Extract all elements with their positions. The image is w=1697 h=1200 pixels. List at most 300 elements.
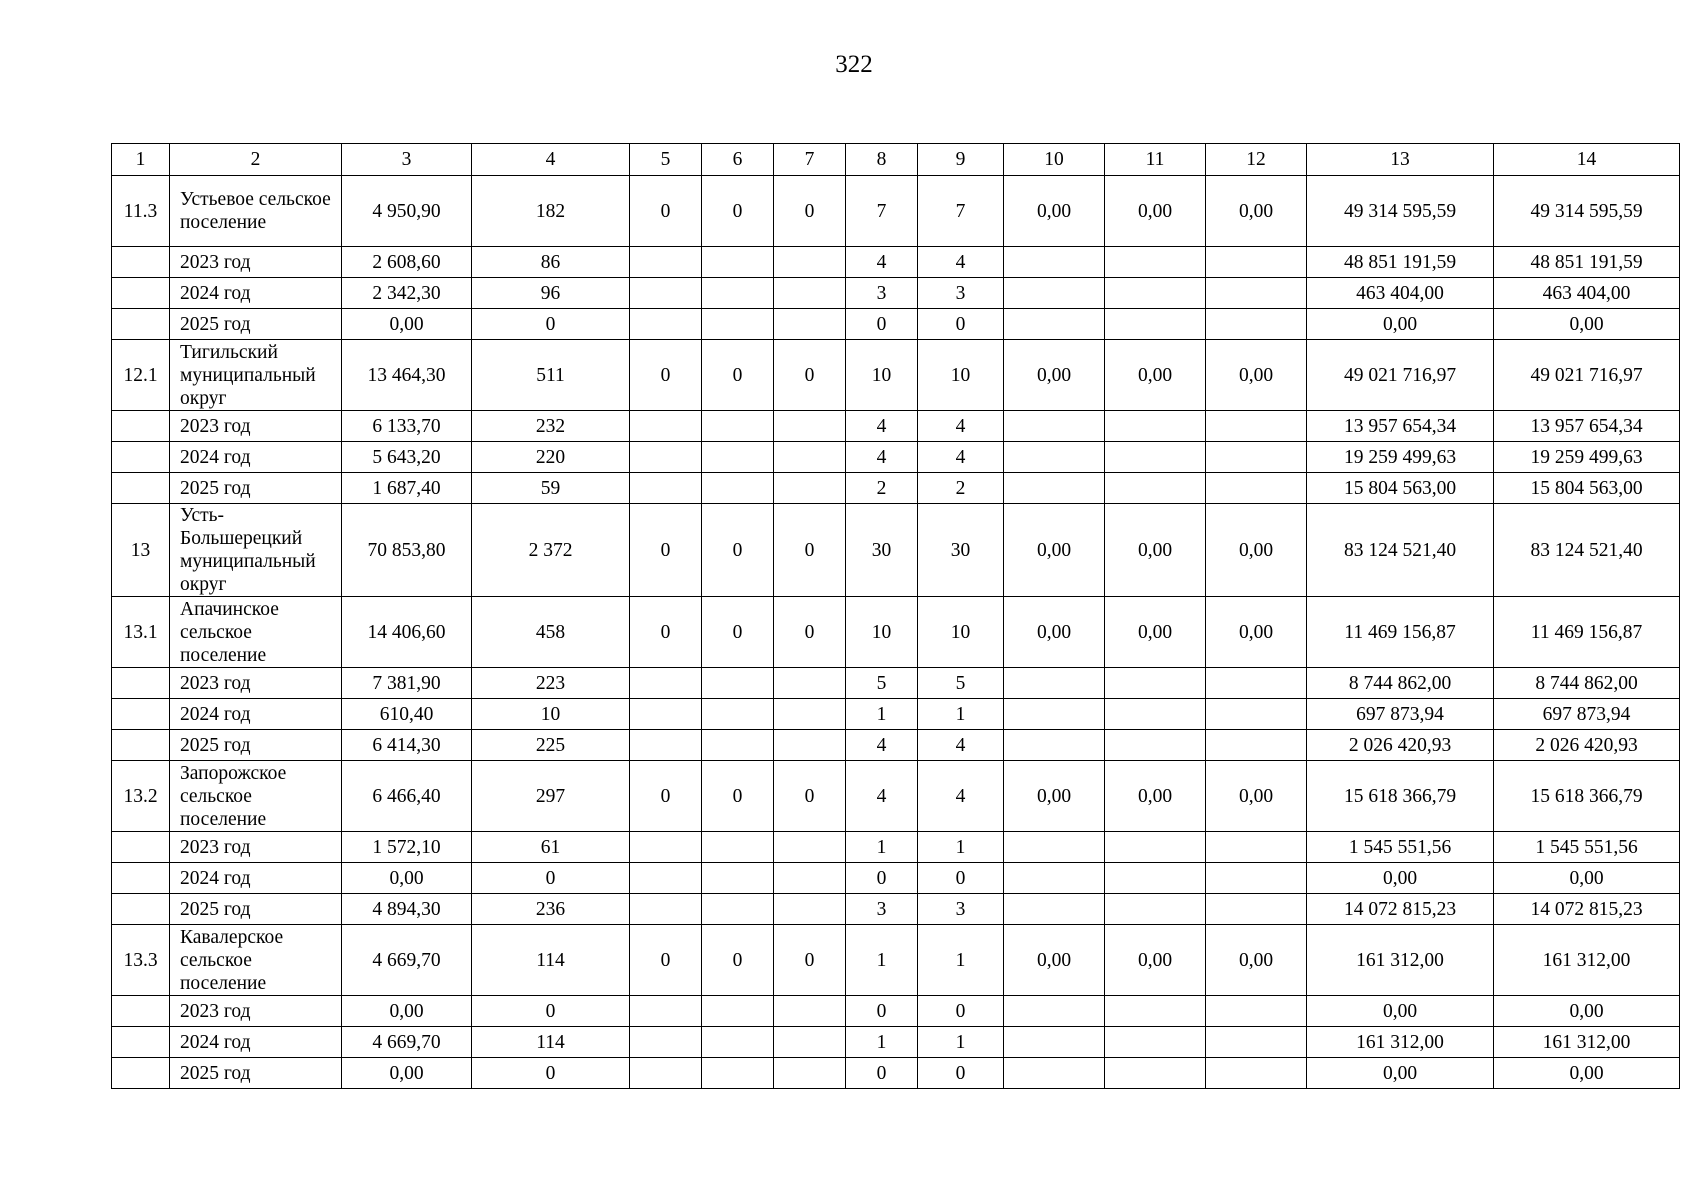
value-cell-col4: 114 [472,1027,630,1058]
value-cell-col13: 11 469 156,87 [1307,597,1494,668]
value-cell-col4: 0 [472,863,630,894]
value-cell-col3: 4 950,90 [342,176,472,247]
entity-row [112,597,1680,668]
year-row [112,996,1680,1027]
value-cell-col11 [1105,411,1206,442]
value-cell-col3: 2 608,60 [342,247,472,278]
value-cell-col10: 0,00 [1004,340,1105,411]
value-cell-col10 [1004,309,1105,340]
value-cell-col4: 96 [472,278,630,309]
value-cell-col9: 3 [918,278,1004,309]
value-cell-col14: 49 021 716,97 [1494,340,1680,411]
value-cell-col4: 61 [472,832,630,863]
year-row [112,832,1680,863]
row-number-cell [112,1027,170,1058]
row-number-cell [112,832,170,863]
value-cell-col9: 0 [918,309,1004,340]
value-cell-col8: 0 [846,1058,918,1089]
value-cell-col14: 83 124 521,40 [1494,504,1680,597]
year-row [112,1058,1680,1089]
value-cell-col7 [774,442,846,473]
value-cell-col7 [774,894,846,925]
value-cell-col14: 49 314 595,59 [1494,176,1680,247]
value-cell-col6 [702,894,774,925]
value-cell-col3: 4 894,30 [342,894,472,925]
value-cell-col10 [1004,730,1105,761]
value-cell-col13: 697 873,94 [1307,699,1494,730]
header-cell-5: 5 [630,144,702,176]
value-cell-col4: 2 372 [472,504,630,597]
value-cell-col6: 0 [702,176,774,247]
value-cell-col5 [630,1027,702,1058]
value-cell-col5 [630,442,702,473]
value-cell-col3: 1 572,10 [342,832,472,863]
value-cell-col8: 5 [846,668,918,699]
value-cell-col9: 4 [918,442,1004,473]
value-cell-col11 [1105,1058,1206,1089]
value-cell-col9: 0 [918,863,1004,894]
header-cell-2: 2 [170,144,342,176]
value-cell-col5 [630,863,702,894]
row-number-cell [112,863,170,894]
value-cell-col4: 220 [472,442,630,473]
value-cell-col5: 0 [630,597,702,668]
header-cell-14: 14 [1494,144,1680,176]
value-cell-col9: 10 [918,597,1004,668]
value-cell-col7: 0 [774,761,846,832]
value-cell-col6: 0 [702,925,774,996]
value-cell-col3: 6 133,70 [342,411,472,442]
header-cell-3: 3 [342,144,472,176]
year-row [112,442,1680,473]
header-row [112,144,1680,176]
value-cell-col12: 0,00 [1206,761,1307,832]
value-cell-col3: 6 414,30 [342,730,472,761]
value-cell-col5 [630,832,702,863]
value-cell-col4: 232 [472,411,630,442]
value-cell-col3: 1 687,40 [342,473,472,504]
value-cell-col11 [1105,442,1206,473]
value-cell-col12 [1206,730,1307,761]
row-number-cell: 11.3 [112,176,170,247]
value-cell-col3: 13 464,30 [342,340,472,411]
entity-row [112,925,1680,996]
year-row [112,411,1680,442]
value-cell-col11 [1105,473,1206,504]
value-cell-col4: 511 [472,340,630,411]
value-cell-col10 [1004,996,1105,1027]
value-cell-col11 [1105,309,1206,340]
value-cell-col13: 161 312,00 [1307,925,1494,996]
value-cell-col10: 0,00 [1004,597,1105,668]
value-cell-col6 [702,411,774,442]
value-cell-col5: 0 [630,504,702,597]
entity-row [112,176,1680,247]
value-cell-col9: 1 [918,832,1004,863]
value-cell-col12 [1206,699,1307,730]
value-cell-col7 [774,411,846,442]
value-cell-col8: 1 [846,699,918,730]
value-cell-col10: 0,00 [1004,761,1105,832]
value-cell-col8: 0 [846,863,918,894]
value-cell-col10 [1004,442,1105,473]
value-cell-col6 [702,996,774,1027]
value-cell-col8: 10 [846,597,918,668]
value-cell-col3: 0,00 [342,996,472,1027]
row-name-cell: Устьевое сельское поселение [170,176,342,247]
value-cell-col11: 0,00 [1105,597,1206,668]
value-cell-col8: 1 [846,832,918,863]
value-cell-col14: 15 804 563,00 [1494,473,1680,504]
year-row [112,247,1680,278]
value-cell-col14: 13 957 654,34 [1494,411,1680,442]
value-cell-col8: 4 [846,411,918,442]
row-number-cell: 12.1 [112,340,170,411]
value-cell-col13: 0,00 [1307,309,1494,340]
value-cell-col5 [630,730,702,761]
data-table [111,143,1680,1089]
value-cell-col9: 4 [918,411,1004,442]
value-cell-col5: 0 [630,925,702,996]
value-cell-col6: 0 [702,340,774,411]
value-cell-col13: 0,00 [1307,1058,1494,1089]
value-cell-col11 [1105,996,1206,1027]
header-cell-13: 13 [1307,144,1494,176]
value-cell-col8: 0 [846,309,918,340]
value-cell-col5 [630,278,702,309]
value-cell-col9: 1 [918,1027,1004,1058]
value-cell-col4: 10 [472,699,630,730]
row-number-cell: 13.2 [112,761,170,832]
value-cell-col11 [1105,894,1206,925]
value-cell-col14: 0,00 [1494,309,1680,340]
value-cell-col8: 4 [846,247,918,278]
value-cell-col6 [702,442,774,473]
value-cell-col3: 610,40 [342,699,472,730]
value-cell-col12 [1206,278,1307,309]
year-row [112,309,1680,340]
value-cell-col5 [630,668,702,699]
value-cell-col6 [702,309,774,340]
entity-row [112,761,1680,832]
value-cell-col14: 11 469 156,87 [1494,597,1680,668]
row-name-cell: 2023 год [170,247,342,278]
value-cell-col10 [1004,473,1105,504]
value-cell-col4: 223 [472,668,630,699]
entity-row [112,504,1680,597]
value-cell-col13: 463 404,00 [1307,278,1494,309]
header-cell-4: 4 [472,144,630,176]
row-number-cell [112,894,170,925]
value-cell-col9: 4 [918,730,1004,761]
value-cell-col7: 0 [774,504,846,597]
value-cell-col8: 3 [846,894,918,925]
row-name-cell: 2023 год [170,832,342,863]
row-name-cell: 2024 год [170,863,342,894]
value-cell-col13: 83 124 521,40 [1307,504,1494,597]
value-cell-col12 [1206,1027,1307,1058]
value-cell-col8: 1 [846,1027,918,1058]
row-name-cell: 2025 год [170,309,342,340]
value-cell-col10: 0,00 [1004,504,1105,597]
value-cell-col7 [774,278,846,309]
row-name-cell: 2024 год [170,699,342,730]
value-cell-col12 [1206,1058,1307,1089]
value-cell-col5: 0 [630,340,702,411]
value-cell-col3: 4 669,70 [342,925,472,996]
value-cell-col3: 5 643,20 [342,442,472,473]
value-cell-col13: 1 545 551,56 [1307,832,1494,863]
value-cell-col4: 114 [472,925,630,996]
value-cell-col12 [1206,863,1307,894]
year-row [112,278,1680,309]
value-cell-col14: 48 851 191,59 [1494,247,1680,278]
row-name-cell: 2025 год [170,730,342,761]
header-cell-8: 8 [846,144,918,176]
value-cell-col4: 297 [472,761,630,832]
value-cell-col7 [774,1027,846,1058]
row-number-cell [112,278,170,309]
value-cell-col7 [774,473,846,504]
value-cell-col9: 2 [918,473,1004,504]
value-cell-col8: 2 [846,473,918,504]
value-cell-col10 [1004,668,1105,699]
value-cell-col5 [630,894,702,925]
value-cell-col14: 14 072 815,23 [1494,894,1680,925]
row-name-cell: 2024 год [170,1027,342,1058]
value-cell-col4: 458 [472,597,630,668]
value-cell-col8: 10 [846,340,918,411]
value-cell-col13: 49 314 595,59 [1307,176,1494,247]
row-name-cell: 2023 год [170,411,342,442]
value-cell-col6 [702,668,774,699]
value-cell-col5: 0 [630,176,702,247]
value-cell-col11 [1105,1027,1206,1058]
value-cell-col6 [702,278,774,309]
row-name-cell: Тигильский муниципальный округ [170,340,342,411]
value-cell-col10 [1004,411,1105,442]
row-name-cell: 2023 год [170,668,342,699]
value-cell-col12: 0,00 [1206,597,1307,668]
value-cell-col9: 30 [918,504,1004,597]
value-cell-col9: 1 [918,925,1004,996]
value-cell-col12 [1206,996,1307,1027]
value-cell-col7 [774,668,846,699]
value-cell-col14: 697 873,94 [1494,699,1680,730]
value-cell-col7: 0 [774,176,846,247]
value-cell-col8: 30 [846,504,918,597]
value-cell-col3: 2 342,30 [342,278,472,309]
header-cell-12: 12 [1206,144,1307,176]
value-cell-col6 [702,832,774,863]
row-name-cell: 2025 год [170,473,342,504]
row-name-cell: Запорожское сельское поселение [170,761,342,832]
row-number-cell [112,442,170,473]
value-cell-col3: 0,00 [342,1058,472,1089]
value-cell-col9: 5 [918,668,1004,699]
value-cell-col8: 4 [846,761,918,832]
value-cell-col3: 14 406,60 [342,597,472,668]
header-cell-6: 6 [702,144,774,176]
row-number-cell [112,309,170,340]
value-cell-col5 [630,996,702,1027]
value-cell-col7: 0 [774,925,846,996]
row-number-cell [112,996,170,1027]
value-cell-col5 [630,699,702,730]
value-cell-col7 [774,832,846,863]
value-cell-col13: 161 312,00 [1307,1027,1494,1058]
year-row [112,730,1680,761]
value-cell-col7 [774,247,846,278]
value-cell-col7 [774,863,846,894]
value-cell-col12 [1206,668,1307,699]
row-name-cell: 2025 год [170,894,342,925]
value-cell-col3: 0,00 [342,863,472,894]
value-cell-col9: 7 [918,176,1004,247]
value-cell-col4: 225 [472,730,630,761]
value-cell-col14: 161 312,00 [1494,1027,1680,1058]
value-cell-col14: 8 744 862,00 [1494,668,1680,699]
row-name-cell: Усть-Большерецкий муниципальный округ [170,504,342,597]
value-cell-col8: 7 [846,176,918,247]
value-cell-col8: 1 [846,925,918,996]
value-cell-col11: 0,00 [1105,925,1206,996]
value-cell-col10 [1004,247,1105,278]
value-cell-col8: 4 [846,442,918,473]
value-cell-col9: 1 [918,699,1004,730]
value-cell-col13: 15 804 563,00 [1307,473,1494,504]
value-cell-col3: 4 669,70 [342,1027,472,1058]
value-cell-col4: 59 [472,473,630,504]
row-number-cell [112,1058,170,1089]
value-cell-col12: 0,00 [1206,925,1307,996]
value-cell-col7 [774,1058,846,1089]
row-number-cell [112,473,170,504]
value-cell-col11 [1105,247,1206,278]
value-cell-col9: 10 [918,340,1004,411]
value-cell-col6: 0 [702,761,774,832]
row-name-cell: Кавалерское сельское поселение [170,925,342,996]
row-name-cell: Апачинское сельское поселение [170,597,342,668]
value-cell-col11: 0,00 [1105,761,1206,832]
value-cell-col6 [702,863,774,894]
value-cell-col6: 0 [702,504,774,597]
value-cell-col9: 4 [918,247,1004,278]
table-body [112,144,1680,1089]
row-number-cell: 13.3 [112,925,170,996]
value-cell-col12 [1206,247,1307,278]
value-cell-col12 [1206,442,1307,473]
value-cell-col13: 19 259 499,63 [1307,442,1494,473]
value-cell-col12 [1206,894,1307,925]
value-cell-col14: 2 026 420,93 [1494,730,1680,761]
value-cell-col7 [774,730,846,761]
value-cell-col10 [1004,699,1105,730]
value-cell-col6 [702,730,774,761]
year-row [112,1027,1680,1058]
value-cell-col3: 6 466,40 [342,761,472,832]
value-cell-col12 [1206,473,1307,504]
value-cell-col14: 0,00 [1494,1058,1680,1089]
value-cell-col8: 4 [846,730,918,761]
value-cell-col11: 0,00 [1105,504,1206,597]
year-row [112,699,1680,730]
value-cell-col10 [1004,1027,1105,1058]
value-cell-col11 [1105,668,1206,699]
value-cell-col6 [702,247,774,278]
header-cell-11: 11 [1105,144,1206,176]
value-cell-col13: 49 021 716,97 [1307,340,1494,411]
value-cell-col11: 0,00 [1105,176,1206,247]
header-cell-1: 1 [112,144,170,176]
value-cell-col8: 3 [846,278,918,309]
value-cell-col9: 0 [918,1058,1004,1089]
value-cell-col7: 0 [774,597,846,668]
value-cell-col13: 13 957 654,34 [1307,411,1494,442]
value-cell-col5 [630,247,702,278]
value-cell-col6 [702,1058,774,1089]
value-cell-col10 [1004,1058,1105,1089]
value-cell-col13: 8 744 862,00 [1307,668,1494,699]
value-cell-col10 [1004,863,1105,894]
value-cell-col3: 70 853,80 [342,504,472,597]
value-cell-col3: 7 381,90 [342,668,472,699]
value-cell-col6 [702,1027,774,1058]
row-name-cell: 2024 год [170,278,342,309]
value-cell-col11: 0,00 [1105,340,1206,411]
value-cell-col4: 0 [472,996,630,1027]
value-cell-col6: 0 [702,597,774,668]
value-cell-col13: 2 026 420,93 [1307,730,1494,761]
value-cell-col5: 0 [630,761,702,832]
value-cell-col12 [1206,309,1307,340]
row-number-cell: 13.1 [112,597,170,668]
row-number-cell [112,247,170,278]
row-name-cell: 2024 год [170,442,342,473]
value-cell-col7 [774,309,846,340]
value-cell-col14: 0,00 [1494,863,1680,894]
value-cell-col7: 0 [774,340,846,411]
value-cell-col9: 0 [918,996,1004,1027]
value-cell-col13: 48 851 191,59 [1307,247,1494,278]
value-cell-col13: 0,00 [1307,996,1494,1027]
header-cell-9: 9 [918,144,1004,176]
value-cell-col10: 0,00 [1004,176,1105,247]
value-cell-col9: 4 [918,761,1004,832]
value-cell-col7 [774,996,846,1027]
year-row [112,668,1680,699]
value-cell-col12: 0,00 [1206,176,1307,247]
row-number-cell [112,668,170,699]
value-cell-col4: 86 [472,247,630,278]
row-number-cell: 13 [112,504,170,597]
value-cell-col4: 182 [472,176,630,247]
value-cell-col14: 1 545 551,56 [1494,832,1680,863]
value-cell-col3: 0,00 [342,309,472,340]
value-cell-col5 [630,309,702,340]
year-row [112,473,1680,504]
value-cell-col5 [630,1058,702,1089]
value-cell-col13: 0,00 [1307,863,1494,894]
value-cell-col6 [702,699,774,730]
value-cell-col12: 0,00 [1206,340,1307,411]
value-cell-col14: 15 618 366,79 [1494,761,1680,832]
value-cell-col14: 463 404,00 [1494,278,1680,309]
value-cell-col4: 0 [472,1058,630,1089]
value-cell-col10 [1004,278,1105,309]
value-cell-col10 [1004,832,1105,863]
value-cell-col12 [1206,411,1307,442]
